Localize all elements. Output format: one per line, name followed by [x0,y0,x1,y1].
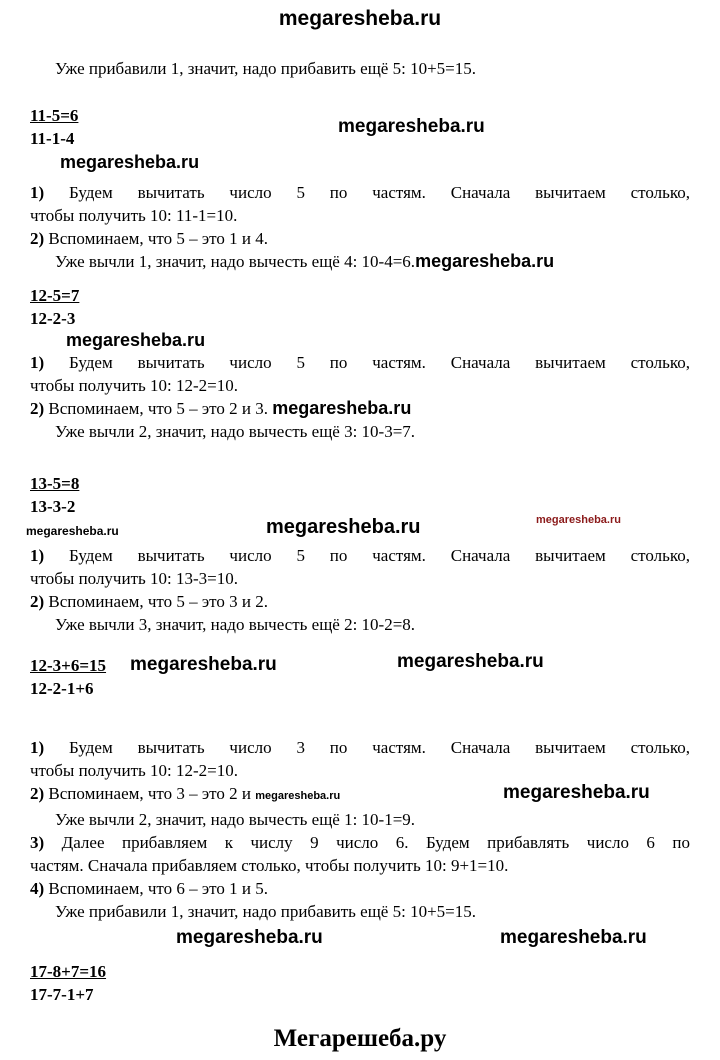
step-text: Далее прибавляем к числу 9 число 6. Будем прибавлять число 6 по [61,833,690,852]
step-line [30,831,690,854]
step-number: 1) [30,738,45,757]
step-text: Вспоминаем, что 5 – это 2 и 3. [48,399,268,418]
site-watermark-header: megaresheba.ru [278,7,442,30]
problem-subtitle: 13-3-2 [30,497,76,516]
watermark: megaresheba.ru [503,782,650,803]
watermark: megaresheba.ru [338,116,485,137]
conclusion-line: Уже вычли 3, значит, надо вычесть ещё 2: 10-2=8. [55,615,416,634]
solution-step-4 [30,877,690,900]
problem-section-2 [30,284,690,443]
step-number: 1) [30,183,45,202]
step-text: Вспоминаем, что 5 – это 3 и 2. [48,592,268,611]
watermark: megaresheba.ru [397,651,544,672]
problem-title: 17-8+7=16 [30,962,107,981]
problem-section-3 [30,472,690,636]
watermark: megaresheba.ru [536,514,621,526]
watermark: megaresheba.ru [500,927,647,948]
step-line [30,544,690,567]
step-number: 4) [30,879,45,898]
step-text: Вспоминаем, что 5 – это 1 и 4. [48,229,268,248]
step-text: Будем вычитать число 3 по частям. Сначала вычитаем столько, [69,738,690,757]
problem-subtitle: 17-7-1+7 [30,985,94,1004]
step-line: частям. Сначала прибавляем столько, чтобы получить 10: 9+1=10. [30,856,509,875]
step-line: чтобы получить 10: 12-2=10. [30,376,238,395]
watermark: megaresheba.ru [266,516,421,538]
conclusion-line [30,250,690,273]
intro-line: Уже прибавили 1, значит, надо прибавить ещё 5: 10+5=15. [55,59,476,78]
solution-step-1 [30,736,690,782]
solution-step-1 [30,544,690,590]
step-number: 1) [30,546,45,565]
step-line: чтобы получить 10: 13-3=10. [30,569,238,588]
problem-title: 13-5=8 [30,474,80,493]
watermark: megaresheba.ru [272,398,412,418]
problem-subtitle: 12-2-3 [30,309,76,328]
problem-title: 12-3+6=15 [30,656,107,675]
step-number: 2) [30,229,45,248]
conclusion-line: Уже прибавили 1, значит, надо прибавить ещё 5: 10+5=15. [55,902,476,921]
solution-step-2 [30,227,690,250]
step-line [30,351,690,374]
solution-step-2 [30,397,690,420]
solution-step-1 [30,351,690,397]
solution-step-3 [30,831,690,877]
watermark: megaresheba.ru [26,524,119,538]
problem-subtitle: 12-2-1+6 [30,679,94,698]
watermark: megaresheba.ru [415,251,555,271]
step-text: Будем вычитать число 5 по частям. Сначала вычитаем столько, [69,183,690,202]
step-text: Будем вычитать число 5 по частям. Сначала вычитаем столько, [69,353,690,372]
problem-title: 11-5=6 [30,106,79,125]
watermark: megaresheba.ru [255,790,341,802]
watermark: megaresheba.ru [60,152,200,172]
problem-section-5 [30,960,690,1006]
watermark: megaresheba.ru [130,654,277,675]
solution-step-2 [30,590,690,613]
problem-subtitle: 11-1-4 [30,129,75,148]
step-line [30,181,690,204]
step-line [30,736,690,759]
problem-title: 12-5=7 [30,286,80,305]
site-footer: Мегарешеба.ру [273,1025,447,1052]
watermark: megaresheba.ru [66,330,206,350]
step-number: 2) [30,399,45,418]
step-line: чтобы получить 10: 11-1=10. [30,206,238,225]
step-number: 2) [30,592,45,611]
step-number: 1) [30,353,45,372]
conclusion-text: Уже вычли 1, значит, надо вычесть ещё 4: 10-4=6. [55,252,416,271]
conclusion-line: Уже вычли 2, значит, надо вычесть ещё 3: 10-3=7. [55,422,416,441]
watermark: megaresheba.ru [176,927,323,948]
step-number: 3) [30,833,45,852]
step-text: Вспоминаем, что 3 – это 2 и [48,784,251,803]
solution-step-1 [30,181,690,227]
conclusion-line: Уже вычли 2, значит, надо вычесть ещё 1: 10-1=9. [55,810,416,829]
step-text: Будем вычитать число 5 по частям. Сначала вычитаем столько, [69,546,690,565]
step-line: чтобы получить 10: 12-2=10. [30,761,238,780]
step-number: 2) [30,784,45,803]
step-text: Вспоминаем, что 6 – это 1 и 5. [48,879,268,898]
